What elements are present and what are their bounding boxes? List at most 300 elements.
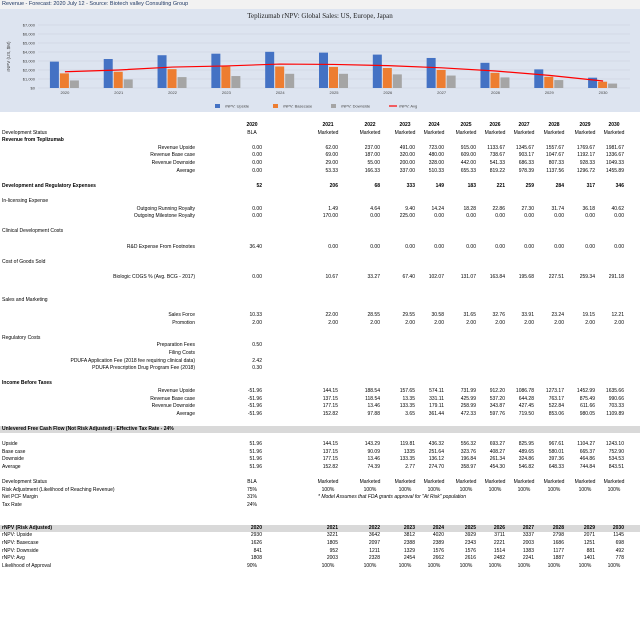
table-cell: 183 bbox=[467, 182, 476, 189]
table-cell: 29.00 bbox=[325, 160, 338, 166]
y-tick-label: $5,000 bbox=[22, 40, 35, 46]
table-cell: 903.17 bbox=[518, 152, 534, 159]
year-header: 2025 bbox=[460, 122, 472, 128]
table-cell: 324.86 bbox=[518, 456, 534, 463]
row-label: Income Before Taxes bbox=[2, 380, 52, 387]
table-row bbox=[0, 304, 640, 311]
table-cell: 0.00 bbox=[370, 243, 380, 250]
row-label: rNPV: Basecase bbox=[2, 540, 39, 546]
table-cell: 118.54 bbox=[365, 395, 380, 402]
table-cell: 731.99 bbox=[460, 388, 476, 394]
table-cell: 0.00 bbox=[614, 243, 624, 250]
table-cell: 227.51 bbox=[548, 274, 564, 280]
table-cell: 4020 bbox=[432, 532, 444, 539]
table-cell: 442.00 bbox=[460, 160, 476, 166]
table-cell: Marketed bbox=[603, 479, 625, 486]
table-cell: 195.68 bbox=[518, 274, 534, 280]
table-cell: 2328 bbox=[368, 555, 380, 562]
table-cell: 489.65 bbox=[518, 448, 534, 455]
year-header: 2027 bbox=[518, 122, 530, 128]
table-cell: BLA bbox=[247, 129, 257, 136]
table-cell: 10.67 bbox=[325, 274, 338, 280]
table-cell: 825.95 bbox=[518, 441, 534, 448]
table-cell: 556.32 bbox=[460, 441, 476, 448]
table-cell: 2.00 bbox=[524, 319, 534, 326]
table-cell: 13.46 bbox=[367, 456, 380, 463]
table-cell: 2003 bbox=[326, 555, 338, 562]
table-cell: Marketed bbox=[359, 129, 381, 136]
row-label: PDUFA Application Fee (2018 fee requiring clinical data) bbox=[70, 357, 195, 364]
table-cell: 90% bbox=[246, 562, 257, 569]
table-cell: 100% bbox=[607, 486, 621, 493]
table-cell: 0.00 bbox=[405, 243, 415, 250]
row-label: Tax Rate bbox=[2, 502, 22, 508]
row-label: Development Status bbox=[2, 479, 48, 486]
table-row bbox=[0, 228, 640, 235]
table-cell: 1981.67 bbox=[605, 144, 624, 151]
row-label: Average bbox=[176, 410, 195, 417]
table-cell: 31.74 bbox=[551, 205, 564, 212]
table-cell: 1133.67 bbox=[487, 144, 505, 151]
table-row bbox=[0, 221, 640, 228]
table-cell: Marketed bbox=[574, 479, 596, 486]
year-header: 2020 bbox=[246, 122, 258, 128]
table-cell: 221 bbox=[496, 182, 505, 189]
table-cell: 454.30 bbox=[489, 464, 505, 470]
table-row bbox=[0, 479, 640, 486]
x-tick-label: 2025 bbox=[329, 90, 339, 95]
table-row bbox=[0, 555, 640, 562]
bar-rnpvbasecase bbox=[60, 73, 69, 88]
table-cell: 196.84 bbox=[460, 456, 476, 463]
table-cell: 259 bbox=[525, 182, 534, 189]
table-row bbox=[0, 259, 640, 266]
table-cell: 763.17 bbox=[548, 395, 564, 402]
y-tick-label: $2,000 bbox=[22, 67, 35, 73]
table-cell: 2026 bbox=[493, 524, 505, 531]
table-cell: 491.00 bbox=[399, 144, 415, 151]
table-cell: 19.15 bbox=[582, 312, 595, 318]
table-cell: 0.00 bbox=[252, 152, 262, 159]
y-tick-label: $7,000 bbox=[22, 22, 35, 28]
table-cell: 915.00 bbox=[460, 144, 476, 151]
table-cell: 2023 bbox=[403, 524, 415, 531]
row-label: Average bbox=[2, 464, 21, 470]
table-cell: Marketed bbox=[394, 479, 416, 486]
table-cell: 358.97 bbox=[460, 464, 476, 470]
year-header: 2022 bbox=[364, 122, 376, 128]
table-cell: 1273.17 bbox=[545, 388, 564, 394]
table-cell: 1192.17 bbox=[577, 152, 595, 159]
table-cell: 284 bbox=[555, 182, 564, 189]
legend-label: rNPV: Upside bbox=[225, 103, 250, 109]
row-label: Biologic COGS % (Avg. BCG - 2017) bbox=[113, 274, 195, 280]
table-cell: 0.00 bbox=[370, 213, 380, 220]
table-cell: 251.64 bbox=[428, 448, 444, 455]
table-cell: 843.51 bbox=[608, 464, 624, 470]
sheet-header: Revenue - Forecast: 2020 July 12 - Source: Biotech valley Consulting Group bbox=[0, 0, 640, 9]
bar-rnpvupside bbox=[265, 52, 274, 88]
table-cell: 2029 bbox=[583, 524, 595, 531]
table-row bbox=[0, 532, 640, 539]
row-label: Filing Costs bbox=[168, 350, 195, 356]
table-cell: 522.84 bbox=[548, 403, 564, 410]
table-cell: 875.49 bbox=[579, 395, 595, 402]
table-cell: 177.15 bbox=[322, 456, 338, 463]
table-cell: Marketed bbox=[359, 479, 381, 486]
bar-rnpvdownside bbox=[608, 84, 617, 88]
row-label: rNPV: Upside bbox=[2, 532, 33, 539]
bar-rnpvdownside bbox=[339, 74, 348, 88]
table-cell: 0.00 bbox=[524, 243, 534, 250]
rnpv-chart bbox=[0, 9, 640, 112]
table-cell: 62.00 bbox=[325, 144, 338, 151]
table-cell: 361.44 bbox=[428, 410, 444, 417]
table-cell: 738.67 bbox=[489, 152, 505, 159]
row-label: Average bbox=[176, 167, 195, 174]
row-label: rNPV: Downside bbox=[2, 547, 39, 554]
table-row bbox=[0, 312, 640, 319]
table-cell: 0.50 bbox=[252, 342, 262, 349]
table-cell: 100% bbox=[459, 562, 473, 569]
table-cell: 807.33 bbox=[548, 160, 564, 166]
table-cell: 1455.89 bbox=[605, 167, 624, 174]
table-cell: 980.05 bbox=[579, 410, 595, 417]
table-cell: 22.86 bbox=[492, 205, 505, 212]
year-header: 2029 bbox=[579, 122, 591, 128]
bar-rnpvbasecase bbox=[598, 82, 607, 88]
table-row bbox=[0, 266, 640, 273]
table-cell: 1452.99 bbox=[576, 388, 595, 394]
year-header: 2028 bbox=[548, 122, 560, 128]
table-cell: 143.29 bbox=[364, 441, 380, 448]
table-cell: Marketed bbox=[317, 479, 339, 486]
row-label: Revenue Downside bbox=[151, 160, 195, 166]
year-header: 2024 bbox=[428, 122, 440, 128]
table-cell: 1805 bbox=[326, 540, 338, 546]
table-cell: Marketed bbox=[317, 129, 339, 136]
table-cell: 0.00 bbox=[585, 213, 595, 220]
row-label: Preparation Fees bbox=[156, 342, 195, 349]
bar-rnpvdownside bbox=[554, 80, 563, 88]
table-cell: 408.27 bbox=[489, 448, 505, 455]
table-cell: 187.00 bbox=[364, 152, 380, 159]
table-row bbox=[0, 320, 640, 327]
table-cell: 144.15 bbox=[322, 441, 338, 448]
table-cell: 18.28 bbox=[463, 205, 476, 212]
y-tick-label: $1,000 bbox=[22, 76, 35, 82]
table-cell: 100% bbox=[398, 486, 412, 493]
table-row bbox=[0, 297, 640, 304]
table-cell: 693.27 bbox=[489, 441, 505, 448]
table-cell: 1686 bbox=[552, 540, 564, 546]
table-row bbox=[0, 206, 640, 213]
table-cell: 137.15 bbox=[322, 448, 338, 455]
table-row bbox=[0, 175, 640, 182]
table-cell: 333 bbox=[406, 182, 415, 189]
model-note: * Model Assumes that FDA grants approval for "At Risk" population bbox=[318, 494, 466, 501]
row-label: Outgoing Milestone Royalty bbox=[133, 213, 195, 220]
table-cell: 2022 bbox=[368, 524, 380, 531]
table-cell: 51.96 bbox=[249, 464, 262, 470]
table-cell: 55.00 bbox=[367, 160, 380, 166]
bar-rnpvdownside bbox=[178, 77, 187, 88]
y-tick-label: $6,000 bbox=[22, 31, 35, 37]
table-cell: 436.32 bbox=[428, 441, 444, 448]
table-row bbox=[0, 388, 640, 395]
bar-rnpvbasecase bbox=[329, 67, 338, 88]
table-row bbox=[0, 548, 640, 555]
table-cell: 0.00 bbox=[252, 205, 262, 212]
table-cell: 100% bbox=[517, 562, 531, 569]
year-header: 2030 bbox=[608, 122, 620, 128]
table-cell: 68 bbox=[374, 182, 380, 189]
table-cell: 31% bbox=[246, 494, 257, 501]
table-cell: 36.40 bbox=[249, 243, 262, 250]
table-cell: 2027 bbox=[522, 524, 534, 531]
y-tick-label: $4,000 bbox=[22, 49, 35, 55]
table-cell: 0.00 bbox=[328, 243, 338, 250]
bar-rnpvupside bbox=[211, 54, 220, 88]
table-cell: 2241 bbox=[522, 555, 534, 562]
table-row bbox=[0, 540, 640, 547]
table-cell: 291.18 bbox=[608, 274, 624, 280]
table-cell: 2.00 bbox=[370, 319, 380, 326]
table-cell: 51.96 bbox=[249, 456, 262, 463]
row-label: Sales Force bbox=[168, 312, 195, 318]
legend-label: rNPV: Avg bbox=[399, 103, 418, 109]
chart-title: Teplizumab rNPV: Global Sales: US, Europe, Japan bbox=[247, 12, 393, 20]
chart-canvas bbox=[0, 9, 640, 112]
table-row bbox=[0, 350, 640, 357]
table-row bbox=[0, 327, 640, 334]
table-cell: 337.00 bbox=[399, 167, 415, 174]
table-cell: 152.82 bbox=[322, 410, 338, 417]
table-row bbox=[0, 236, 640, 243]
table-cell: 2616 bbox=[464, 555, 476, 562]
table-cell: 686.33 bbox=[518, 160, 534, 166]
table-cell: 2.00 bbox=[554, 319, 564, 326]
table-cell: 0.00 bbox=[252, 274, 262, 280]
table-row bbox=[0, 396, 640, 403]
table-cell: Marketed bbox=[455, 129, 477, 136]
row-label: R&D Expense From Footnotes bbox=[126, 243, 195, 250]
table-cell: BLA bbox=[247, 479, 257, 486]
table-cell: 9.40 bbox=[405, 205, 415, 212]
table-cell: 597.76 bbox=[489, 410, 505, 417]
table-cell: 644.28 bbox=[518, 395, 534, 402]
table-cell: 1635.66 bbox=[605, 388, 624, 394]
table-cell: 0.00 bbox=[252, 144, 262, 151]
table-cell: 1626 bbox=[250, 540, 262, 546]
table-cell: Marketed bbox=[484, 479, 506, 486]
table-cell: 1887 bbox=[552, 555, 564, 562]
table-cell: 2454 bbox=[403, 555, 415, 562]
table-cell: 317 bbox=[586, 182, 595, 189]
table-cell: 537.20 bbox=[489, 395, 505, 402]
table-cell: 100% bbox=[321, 486, 335, 493]
table-cell: 492 bbox=[615, 547, 624, 554]
table-cell: 853.06 bbox=[548, 410, 564, 417]
table-cell: Marketed bbox=[513, 129, 535, 136]
y-tick-label: $0 bbox=[30, 85, 35, 91]
table-cell: 1251 bbox=[583, 540, 595, 546]
table-row bbox=[0, 411, 640, 418]
table-row bbox=[0, 137, 640, 144]
table-cell: Marketed bbox=[543, 129, 565, 136]
row-label: Promotion bbox=[172, 319, 195, 326]
table-cell: 0.00 bbox=[252, 167, 262, 174]
row-label: Clinical Development Costs bbox=[2, 228, 64, 235]
table-cell: 27.30 bbox=[521, 205, 534, 212]
table-cell: 2028 bbox=[552, 524, 564, 531]
table-row bbox=[0, 342, 640, 349]
legend-swatch bbox=[331, 104, 336, 108]
table-row bbox=[0, 358, 640, 365]
table-cell: 69.00 bbox=[325, 152, 338, 159]
table-cell: 3.65 bbox=[405, 410, 415, 417]
table-cell: 609.00 bbox=[460, 152, 476, 159]
table-cell: 2097 bbox=[368, 540, 380, 546]
table-cell: 0.00 bbox=[252, 160, 262, 166]
year-header: 2021 bbox=[322, 122, 334, 128]
table-cell: 261.34 bbox=[489, 456, 505, 463]
table-cell: 2.42 bbox=[252, 357, 262, 364]
table-cell: 274.70 bbox=[428, 464, 444, 470]
table-cell: 149 bbox=[435, 182, 444, 189]
table-row bbox=[0, 456, 640, 463]
table-cell: 1243.10 bbox=[605, 441, 624, 448]
table-cell: 0.00 bbox=[614, 213, 624, 220]
table-cell: Marketed bbox=[513, 479, 535, 486]
x-tick-label: 2021 bbox=[114, 90, 124, 95]
table-cell: -51.96 bbox=[247, 395, 262, 402]
table-cell: 1137.56 bbox=[546, 167, 564, 174]
table-row bbox=[0, 168, 640, 175]
table-row bbox=[0, 190, 640, 197]
row-label: Revenue Upside bbox=[158, 388, 195, 394]
years-header-row bbox=[0, 122, 640, 129]
table-cell: 1401 bbox=[583, 555, 595, 562]
x-tick-label: 2023 bbox=[221, 90, 231, 95]
bar-rnpvupside bbox=[104, 59, 113, 88]
table-cell: 0.00 bbox=[495, 213, 505, 220]
table-row bbox=[0, 517, 640, 524]
table-cell: 200.00 bbox=[399, 160, 415, 166]
table-cell: 100% bbox=[488, 486, 502, 493]
table-cell: 2025 bbox=[464, 524, 476, 531]
table-cell: Marketed bbox=[423, 129, 445, 136]
table-row bbox=[0, 274, 640, 281]
table-cell: 0.00 bbox=[554, 213, 564, 220]
table-cell: 100% bbox=[578, 486, 592, 493]
table-cell: 100% bbox=[427, 562, 441, 569]
table-cell: 534.53 bbox=[608, 456, 624, 463]
table-cell: 1109.89 bbox=[606, 410, 624, 417]
bar-rnpvbasecase bbox=[383, 68, 392, 88]
x-tick-label: 2026 bbox=[383, 90, 393, 95]
table-cell: 0.30 bbox=[252, 365, 262, 372]
table-cell: 744.84 bbox=[579, 464, 595, 470]
table-cell: 427.45 bbox=[518, 403, 534, 410]
table-cell: 2.00 bbox=[495, 319, 505, 326]
bar-rnpvdownside bbox=[70, 80, 79, 88]
y-axis-label: rNPV (US, $M) bbox=[6, 41, 11, 72]
table-cell: 4.64 bbox=[370, 205, 380, 212]
table-cell: 2389 bbox=[432, 540, 444, 546]
row-label: Revenue Base case bbox=[150, 395, 195, 402]
table-cell: 2482 bbox=[493, 555, 505, 562]
table-cell: 912.20 bbox=[489, 388, 505, 394]
table-cell: 1086.78 bbox=[515, 388, 534, 394]
table-cell: 3929 bbox=[464, 532, 476, 539]
table-cell: 24% bbox=[246, 502, 257, 508]
legend-swatch bbox=[215, 104, 220, 108]
table-cell: 33.91 bbox=[521, 312, 534, 318]
x-tick-label: 2024 bbox=[275, 90, 285, 95]
table-cell: 1145 bbox=[613, 532, 624, 539]
table-cell: 2071 bbox=[583, 532, 595, 539]
table-cell: Marketed bbox=[603, 129, 625, 136]
bar-rnpvdownside bbox=[393, 74, 402, 88]
table-cell: Marketed bbox=[455, 479, 477, 486]
row-label: Sales and Marketing bbox=[2, 296, 48, 303]
row-label: Regulatory Costs bbox=[2, 334, 41, 341]
table-row bbox=[0, 198, 640, 205]
table-cell: 157.65 bbox=[399, 388, 415, 394]
x-tick-label: 2029 bbox=[544, 90, 554, 95]
table-cell: 152.82 bbox=[322, 464, 338, 470]
table-cell: 510.33 bbox=[428, 167, 444, 174]
table-cell: 611.66 bbox=[580, 403, 595, 410]
table-cell: 22.00 bbox=[325, 312, 338, 318]
table-cell: 0.00 bbox=[554, 243, 564, 250]
table-cell: 1211 bbox=[369, 547, 380, 554]
table-cell: 3642 bbox=[368, 532, 380, 539]
table-cell: 2030 bbox=[612, 524, 624, 531]
table-cell: 100% bbox=[578, 562, 592, 569]
table-cell: 2388 bbox=[403, 540, 415, 546]
bar-rnpvupside bbox=[427, 58, 436, 88]
table-cell: 346 bbox=[615, 182, 624, 189]
row-label: Unlevered Free Cash Flow (Not Risk Adjusted) - Effective Tax Rate - 24% bbox=[2, 426, 174, 432]
table-row bbox=[0, 335, 640, 342]
table-cell: 12.21 bbox=[611, 312, 624, 318]
table-cell: 102.07 bbox=[428, 274, 444, 280]
table-cell: 31.65 bbox=[463, 312, 476, 318]
table-cell: 2.00 bbox=[252, 319, 262, 326]
table-cell: 323.76 bbox=[460, 448, 476, 455]
table-row bbox=[0, 244, 640, 251]
row-label: Revenue Base case bbox=[150, 152, 195, 159]
bar-rnpvdownside bbox=[285, 74, 294, 88]
table-cell: 3812 bbox=[403, 532, 415, 539]
table-cell: 2.00 bbox=[466, 319, 476, 326]
table-row bbox=[0, 418, 640, 425]
table-row bbox=[0, 510, 640, 517]
table-cell: 3337 bbox=[522, 532, 534, 539]
table-cell: 74.39 bbox=[367, 464, 380, 470]
table-row bbox=[0, 160, 640, 167]
table-cell: 100% bbox=[517, 486, 531, 493]
row-label: rNPV: Avg bbox=[2, 555, 25, 562]
table-row bbox=[0, 282, 640, 289]
row-label: Development and Regulatory Expenses bbox=[2, 182, 96, 189]
table-row bbox=[0, 487, 640, 494]
table-cell: 2662 bbox=[432, 555, 444, 562]
bar-rnpvdownside bbox=[124, 79, 133, 88]
table-cell: Marketed bbox=[423, 479, 445, 486]
